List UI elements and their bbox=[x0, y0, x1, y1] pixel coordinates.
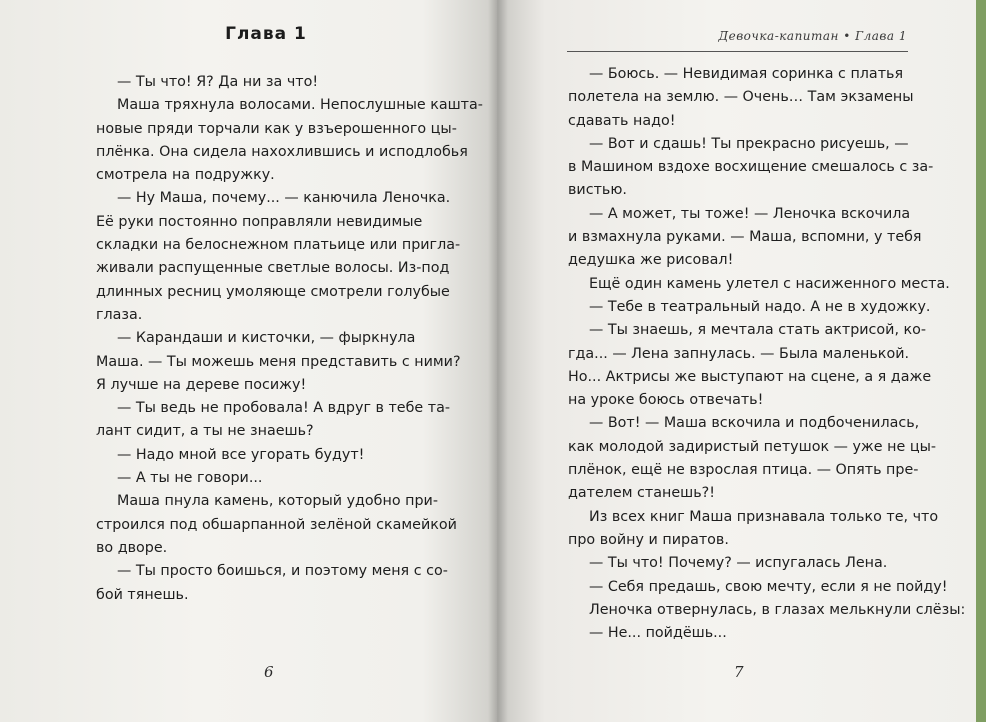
text-line: смотрела на подружку. bbox=[96, 167, 275, 184]
text-line: дателем станешь?! bbox=[568, 485, 715, 502]
text-line: глаза. bbox=[96, 306, 143, 323]
text-line: Но... Актрисы же выступают на сцене, а я даже bbox=[568, 368, 932, 385]
text-line: плёнка. Она сидела нахохлившись и исподлобья bbox=[96, 143, 468, 160]
text-line: Маша тряхнула волосами. Непослушные кашта- bbox=[117, 97, 483, 114]
text-line: сдавать надо! bbox=[568, 112, 676, 129]
text-line: — Не... пойдёшь... bbox=[589, 625, 727, 642]
text-line: строился под обшарпанной зелёной скамейкой bbox=[96, 516, 457, 533]
text-line: дедушка же рисовал! bbox=[568, 252, 734, 269]
text-line: — А может, ты тоже! — Леночка вскочила bbox=[589, 205, 911, 222]
text-line: — Ты знаешь, я мечтала стать актрисой, ко- bbox=[589, 322, 927, 339]
text-line: живали распущенные светлые волосы. Из-под bbox=[96, 260, 450, 277]
text-line: вистью. bbox=[568, 182, 627, 199]
text-line: во дворе. bbox=[96, 539, 168, 556]
text-line: лант сидит, а ты не знаешь? bbox=[96, 423, 314, 440]
text-line: — Ты ведь не пробовала! А вдруг в тебе та- bbox=[117, 400, 450, 417]
text-line: — Вот! — Маша вскочила и подбоченилась, bbox=[589, 415, 920, 432]
text-line: полетела на землю. — Очень… Там экзамены bbox=[568, 89, 914, 106]
text-line: гда... — Лена запнулась. — Была маленькой. bbox=[568, 345, 910, 362]
right-page-text bbox=[568, 63, 966, 645]
text-line: Её руки постоянно поправляли невидимые bbox=[96, 213, 423, 230]
chapter-heading: Глава 1 bbox=[225, 24, 307, 44]
text-line: Леночка отвернулась, в глазах мелькнули слёзы: bbox=[589, 601, 966, 618]
text-line: — Ты что! Почему? — испугалась Лена. bbox=[589, 555, 888, 572]
text-line: новые пряди торчали как у взъерошенного цы- bbox=[96, 120, 457, 137]
text-line: бой тянешь. bbox=[96, 586, 189, 603]
left-page-text bbox=[96, 71, 483, 607]
text-line: — Вот и сдашь! Ты прекрасно рисуешь, — bbox=[589, 135, 909, 152]
right-page bbox=[497, 0, 976, 722]
text-line: — Тебе в театральный надо. А не в художку. bbox=[589, 298, 931, 315]
text-line: про войну и пиратов. bbox=[568, 531, 729, 548]
text-line: и взмахнула руками. — Маша, вспомни, у тебя bbox=[568, 229, 922, 246]
text-line: Из всех книг Маша признавала только те, что bbox=[589, 508, 939, 525]
text-line: Я лучше на дереве посижу! bbox=[96, 376, 307, 393]
text-line: — Себя предашь, свою мечту, если я не пойду! bbox=[589, 578, 948, 595]
page-number-left: 6 bbox=[264, 663, 274, 681]
text-line: в Машином вздохе восхищение смешалось с за- bbox=[568, 159, 934, 176]
text-line: Маша пнула камень, который удобно при- bbox=[117, 493, 439, 510]
page-number-right: 7 bbox=[734, 663, 744, 681]
text-line: — А ты не говори... bbox=[117, 470, 263, 487]
text-line: Маша. — Ты можешь меня представить с ними? bbox=[96, 353, 461, 370]
text-line: — Боюсь. — Невидимая соринка с платья bbox=[589, 66, 904, 82]
text-line: складки на белоснежном платьице или пригла- bbox=[96, 237, 461, 254]
book-gutter bbox=[488, 0, 508, 722]
text-line: — Надо мной все угорать будут! bbox=[117, 446, 365, 463]
running-head-rule bbox=[567, 51, 908, 52]
text-line: — Ну Маша, почему... — канючила Леночка. bbox=[117, 190, 451, 207]
text-line: — Ты что! Я? Да ни за что! bbox=[117, 74, 319, 90]
text-line: — Карандаши и кисточки, — фыркнула bbox=[117, 330, 416, 347]
running-head: Девочка-капитан • Глава 1 bbox=[718, 29, 907, 43]
text-line: длинных ресниц умоляюще смотрели голубые bbox=[96, 283, 450, 300]
text-line: плёнок, ещё не взрослая птица. — Опять пре- bbox=[568, 462, 919, 479]
text-line: как молодой задиристый петушок — уже не цы- bbox=[568, 438, 937, 455]
text-line: — Ты просто боишься, и поэтому меня с со- bbox=[117, 563, 448, 580]
text-line: Ещё один камень улетел с насиженного места. bbox=[589, 275, 950, 292]
text-line: на уроке боюсь отвечать! bbox=[568, 392, 764, 409]
